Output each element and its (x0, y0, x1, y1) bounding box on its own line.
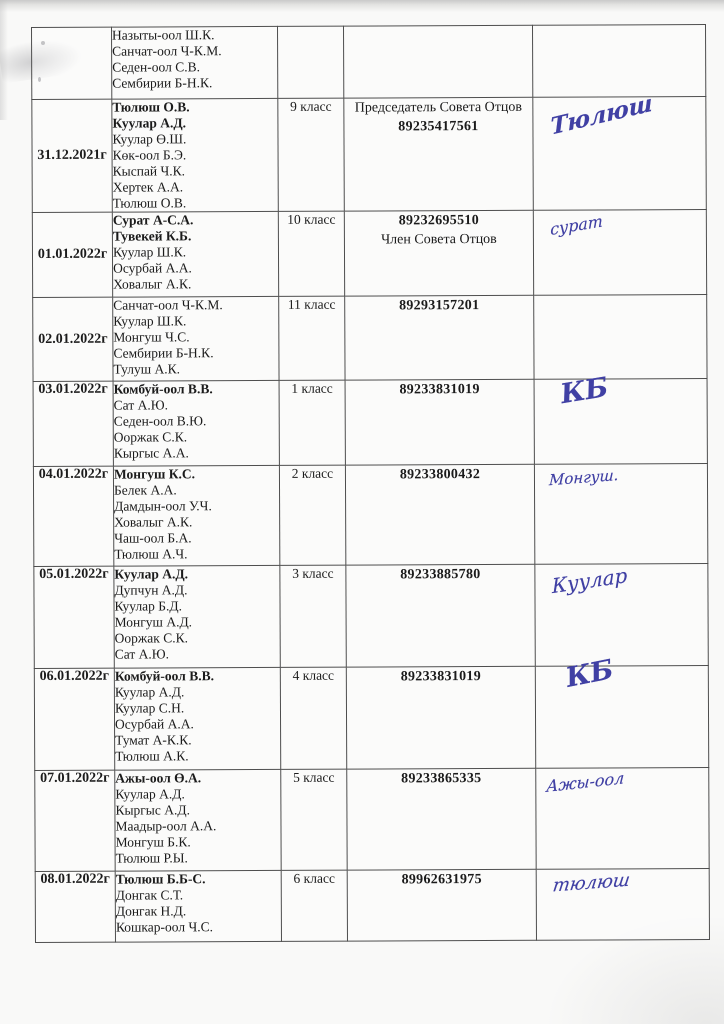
scan-edge-artifact (0, 0, 724, 12)
date-cell (33, 297, 113, 381)
phone-number: 89233831019 (400, 669, 482, 685)
date-text: 03.01.2022г (38, 381, 108, 397)
date-text: 02.01.2022г (38, 331, 108, 347)
table-row (33, 295, 707, 382)
class-label: 4 класс (292, 667, 335, 683)
signature-cell (533, 89, 706, 211)
date-text: 05.01.2022г (39, 566, 109, 582)
date-cell (35, 871, 115, 942)
parent-names-cell (115, 870, 281, 942)
parent-name: Куулар Ш.К. (113, 313, 187, 329)
table-row (32, 25, 706, 100)
signature-handwriting: КБ (563, 654, 617, 694)
parent-name: Донгак Н.Д. (115, 903, 187, 919)
parent-name: Куулар Б.Д. (114, 598, 183, 614)
parent-name: Дупчун А.Д. (114, 582, 188, 598)
signature-handwriting: сурат (550, 211, 603, 239)
parent-names-cell (112, 98, 278, 212)
signature-handwriting: КБ (558, 371, 611, 411)
class-cell (281, 769, 347, 870)
signature-cell (532, 25, 705, 98)
phone-role-cell (347, 869, 536, 941)
table-row (32, 210, 706, 298)
parent-name: Тюлюш Б.Б-С. (115, 871, 206, 887)
class-label: 11 класс (287, 296, 336, 312)
parent-name: Комбуй-оол В.В. (114, 668, 214, 684)
parent-name: Назыты-оол Ш.К. (112, 27, 215, 43)
parent-name: Тумат А-К.К. (115, 732, 192, 748)
parent-name: Донгак С.Т. (115, 887, 184, 903)
table-row (33, 464, 707, 567)
phone-role-cell (345, 379, 534, 465)
parent-name: Чаш-оол Б.А. (114, 530, 192, 546)
signature-cell (536, 768, 709, 870)
class-cell (277, 26, 343, 98)
class-label: 2 класс (291, 465, 334, 481)
phone-role-cell (347, 768, 536, 870)
roster-table (31, 24, 710, 943)
class-cell (281, 870, 347, 941)
phone-role-cell (346, 666, 535, 769)
parent-name: Хертек А.А. (112, 179, 184, 195)
signature-handwriting: тюлюш (551, 869, 632, 897)
parent-name: Ховалыг А.К. (114, 514, 193, 530)
class-label: 3 класс (292, 565, 334, 581)
parent-name: Сат А.Ю. (113, 397, 168, 413)
signature-cell (534, 371, 707, 465)
parent-names-cell (112, 26, 278, 99)
parent-name: Ооржак С.К. (114, 630, 188, 646)
signature-handwriting: Куулар (551, 563, 628, 599)
class-label: 1 класс (291, 380, 333, 396)
table-row (32, 97, 706, 213)
signature-handwriting: Монгуш. (548, 465, 619, 490)
date-text: 04.01.2022г (38, 466, 109, 482)
class-cell (279, 380, 345, 465)
parent-name: Осурбай А.А. (115, 716, 194, 732)
parent-name: Көк-оол Б.Э. (112, 147, 187, 163)
class-label: 10 класс (287, 211, 336, 227)
parent-name: Седен-оол С.В. (112, 59, 200, 75)
parent-name: Тюлюш А.К. (115, 748, 189, 764)
parent-name: Куулар А.Д. (114, 684, 185, 700)
date-cell (33, 466, 113, 566)
table-row (33, 379, 707, 467)
parent-name: Кыргыс А.А. (113, 445, 189, 461)
date-text: 06.01.2022г (39, 668, 110, 684)
parent-name: Тулуш А.К. (113, 361, 181, 377)
class-cell (278, 98, 344, 211)
parent-name: Куулар А.Д. (112, 115, 187, 131)
signature-cell (534, 295, 707, 380)
parent-name: Куулар Ө.Ш. (112, 131, 187, 147)
phone-number: 89962631975 (401, 872, 482, 888)
class-label: 9 класс (290, 98, 332, 114)
parent-name: Маадыр-оол А.А. (115, 818, 217, 834)
parent-names-cell (113, 380, 279, 466)
signature-cell (535, 654, 708, 769)
date-cell (32, 99, 112, 212)
date-text: 07.01.2022г (40, 770, 110, 786)
parent-name: Санчат-оол Ч-К.М. (112, 43, 222, 59)
parent-name: Монгуш Б.К. (115, 834, 191, 850)
table-row (34, 564, 708, 669)
class-cell (280, 565, 346, 667)
date-cell (33, 381, 113, 466)
phone-role-cell (344, 97, 533, 211)
parent-name: Тюлюш А.Ч. (114, 546, 188, 562)
date-text: 08.01.2022г (40, 871, 110, 887)
parent-name: Ховалыг А.К. (113, 276, 192, 292)
date-cell (32, 27, 112, 99)
parent-name: Сембирии Б-Н.К. (112, 75, 213, 91)
parent-name: Седен-оол В.Ю. (113, 413, 207, 429)
parent-name: Куулар А.Д. (114, 566, 189, 582)
class-label: 6 класс (293, 870, 335, 886)
class-cell (279, 465, 345, 565)
phone-number: 89232695510 (398, 213, 480, 229)
signature-handwriting: Ажы-оол (545, 768, 625, 796)
date-text: 01.01.2022г (37, 246, 108, 262)
parent-names-cell (113, 296, 279, 381)
parent-name: Санчат-оол Ч-К.М. (113, 297, 223, 313)
parent-name: Куулар С.Н. (114, 700, 185, 716)
parent-name: Комбуй-оол В.В. (113, 381, 213, 397)
signature-handwriting: Тюлюш (550, 89, 654, 141)
parent-name: Белек А.А. (113, 482, 177, 498)
class-cell (278, 211, 344, 296)
parent-name: Кыспай Ч.К. (112, 163, 186, 179)
parent-names-cell (112, 211, 278, 297)
duty-roster-table-wrap (31, 24, 710, 943)
phone-role-cell (345, 464, 534, 565)
date-cell (34, 668, 114, 770)
parent-name: Сембирии Б-Н.К. (113, 345, 214, 361)
parent-name: Дамдын-оол У.Ч. (114, 498, 212, 514)
phone-role-cell (344, 210, 533, 296)
parent-name: Монгуш А.Д. (114, 614, 193, 630)
parent-name: Тюлюш О.В. (112, 195, 187, 211)
table-row (35, 768, 709, 872)
phone-number: 89233800432 (399, 467, 481, 483)
class-label: 5 класс (293, 769, 335, 785)
parent-names-cell (113, 465, 279, 566)
parent-name: Осурбай А.А. (113, 260, 192, 276)
parent-names-cell (115, 769, 281, 871)
table-row (35, 869, 709, 943)
phone-role-cell (345, 295, 534, 380)
parent-name: Тюлюш Р.Ы. (115, 850, 188, 866)
roster-table-body (32, 25, 710, 943)
parent-name: Ажы-оол Ө.А. (115, 770, 202, 786)
phone-number: 89293157201 (399, 298, 480, 314)
phone-number: 89235417561 (398, 119, 479, 135)
phone-number: 89233831019 (399, 382, 480, 398)
parent-name: Куулар Ш.К. (112, 244, 187, 260)
class-cell (279, 296, 345, 380)
role-text: Председатель Совета Отцов (354, 99, 523, 116)
date-cell (35, 770, 115, 871)
phone-number: 89233865335 (401, 771, 482, 787)
role-text: Член Совета Отцов (381, 231, 497, 248)
parent-name: Монгуш Ч.С. (113, 329, 190, 345)
signature-cell (535, 564, 708, 667)
signature-cell (536, 869, 709, 941)
signature-cell (533, 210, 706, 296)
class-cell (280, 667, 346, 769)
parent-names-cell (114, 667, 280, 770)
parent-name: Тувекей К.Б. (112, 228, 192, 244)
parent-name: Кошкар-оол Ч.С. (115, 919, 213, 935)
phone-number: 89233885780 (400, 567, 481, 583)
phone-role-cell (343, 25, 532, 98)
parent-name: Сат А.Ю. (114, 646, 170, 662)
parent-name: Тюлюш О.В. (112, 99, 190, 115)
phone-role-cell (346, 564, 535, 667)
parent-name: Кыргыс А.Д. (115, 802, 190, 818)
parent-name: Монгуш К.С. (113, 466, 196, 482)
date-text: 31.12.2021г (37, 147, 107, 163)
table-row (34, 666, 708, 771)
signature-cell (534, 464, 707, 565)
parent-names-cell (114, 565, 280, 668)
parent-name: Куулар А.Д. (115, 786, 185, 802)
parent-name: Сурат А-С.А. (112, 212, 194, 228)
parent-name: Ооржак С.К. (113, 429, 188, 445)
date-cell (32, 212, 112, 297)
date-cell (34, 566, 114, 668)
